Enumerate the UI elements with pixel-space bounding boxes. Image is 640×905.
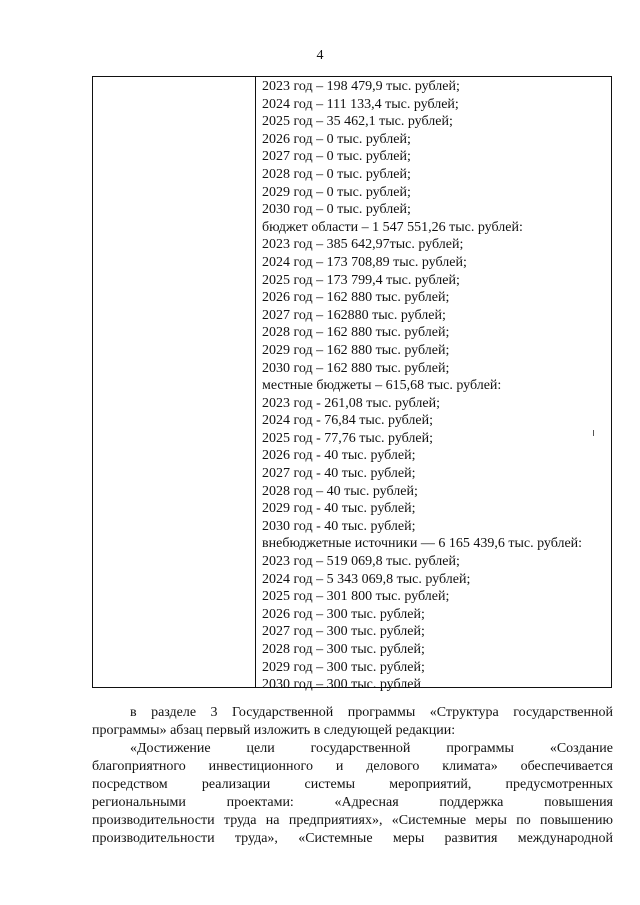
- funding-line: 2030 год – 0 тыс. рублей;: [262, 202, 411, 218]
- funding-line: 2023 год – 519 069,8 тыс. рублей;: [262, 554, 460, 570]
- funding-line: 2027 год – 300 тыс. рублей;: [262, 624, 425, 640]
- funding-line: 2029 год - 40 тыс. рублей;: [262, 501, 416, 517]
- funding-line: 2025 год - 77,76 тыс. рублей;: [262, 430, 434, 446]
- text-line: программы» абзац первый изложить в следующей редакции:: [92, 723, 456, 738]
- text-line: региональными проектами: «Адресная поддержка повышения: [92, 795, 613, 810]
- funding-line: 2024 год – 5 343 069,8 тыс. рублей;: [262, 571, 471, 587]
- table-left-cell: [93, 77, 256, 687]
- funding-line: 2028 год – 0 тыс. рублей;: [262, 166, 411, 182]
- text-line: благоприятного инвестиционного и делового климата» обеспечивается: [92, 759, 613, 774]
- text-line: «Достижение цели государственной программы «Создание: [130, 741, 613, 756]
- funding-line: 2027 год – 162880 тыс. рублей;: [262, 307, 446, 323]
- text-line: производительности труда на предприятиях», «Системные меры по повышению: [92, 813, 613, 828]
- funding-line: 2028 год – 162 880 тыс. рублей;: [262, 325, 450, 341]
- funding-line: 2026 год - 40 тыс. рублей;: [262, 448, 416, 464]
- text-line: в разделе 3 Государственной программы «Структура государственной: [130, 705, 613, 720]
- funding-line: 2024 год - 76,84 тыс. рублей;: [262, 413, 434, 429]
- funding-line: 2025 год – 35 462,1 тыс. рублей;: [262, 114, 453, 130]
- funding-line: 2024 год – 173 708,89 тыс. рублей;: [262, 254, 467, 270]
- funding-line: 2029 год – 162 880 тыс. рублей;: [262, 342, 450, 358]
- text-line: посредством реализации системы мероприятий, предусмотренных: [92, 777, 613, 792]
- funding-line: 2027 год – 0 тыс. рублей;: [262, 149, 411, 165]
- funding-line: 2025 год – 173 799,4 тыс. рублей;: [262, 272, 460, 288]
- funding-line: внебюджетные источники — 6 165 439,6 тыс. рублей:: [262, 536, 583, 552]
- funding-line: 2023 год – 385 642,97тыс. рублей;: [262, 237, 464, 253]
- page-number: 4: [316, 48, 324, 63]
- funding-table: [92, 76, 612, 693]
- funding-line: 2024 год – 111 133,4 тыс. рублей;: [262, 96, 459, 112]
- funding-line: 2026 год – 0 тыс. рублей;: [262, 131, 411, 147]
- funding-line: 2026 год – 162 880 тыс. рублей;: [262, 290, 450, 306]
- scan-mark: [593, 430, 594, 436]
- funding-line: 2030 год – 162 880 тыс. рублей;: [262, 360, 450, 376]
- funding-line: 2028 год – 40 тыс. рублей;: [262, 483, 418, 499]
- funding-line: 2028 год – 300 тыс. рублей;: [262, 642, 425, 657]
- funding-line: местные бюджеты – 615,68 тыс. рублей:: [262, 378, 502, 394]
- funding-line: 2029 год – 0 тыс. рублей;: [262, 184, 411, 200]
- funding-line: бюджет области – 1 547 551,26 тыс. рублей:: [262, 219, 523, 235]
- table-right-cell: [256, 77, 611, 693]
- funding-line: 2029 год – 300 тыс. рублей;: [262, 659, 425, 675]
- funding-line: 2027 год - 40 тыс. рублей;: [262, 466, 416, 482]
- funding-line: 2025 год – 301 800 тыс. рублей;: [262, 589, 450, 605]
- funding-line: 2030 год – 300 тыс. рублей: [262, 677, 421, 693]
- funding-line: 2023 год - 261,08 тыс. рублей;: [262, 395, 441, 411]
- funding-line: 2023 год – 198 479,9 тыс. рублей;: [262, 79, 460, 94]
- paragraph-section-3-amendment: [92, 704, 613, 740]
- funding-line: 2030 год - 40 тыс. рублей;: [262, 518, 416, 534]
- paragraph-program-goal: [92, 740, 613, 848]
- funding-line: 2026 год – 300 тыс. рублей;: [262, 606, 425, 622]
- text-line: производительности труда», «Системные меры развития международной: [92, 831, 613, 846]
- body-text: [92, 704, 613, 848]
